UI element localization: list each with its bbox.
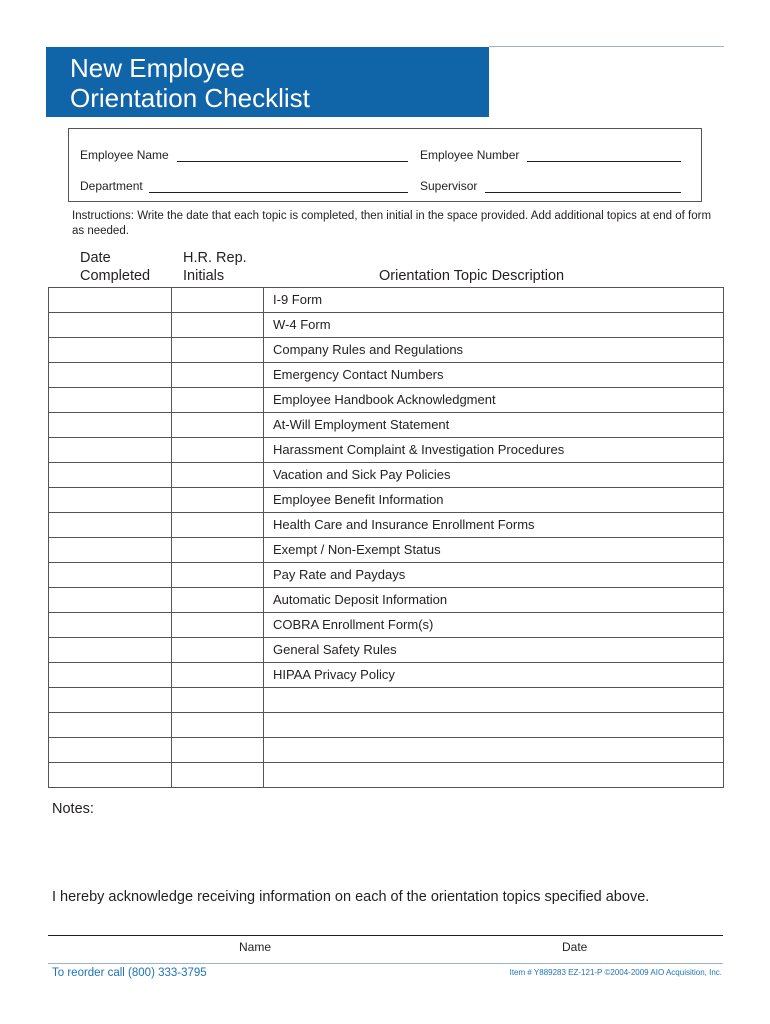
topic-description-cell: Company Rules and Regulations: [264, 338, 724, 363]
topic-description-cell[interactable]: [264, 738, 724, 763]
table-row: [49, 663, 724, 688]
date-completed-cell[interactable]: [49, 463, 172, 488]
topic-description-cell: Automatic Deposit Information: [264, 588, 724, 613]
hr-initials-cell[interactable]: [172, 488, 264, 513]
topic-description-cell: Exempt / Non-Exempt Status: [264, 538, 724, 563]
employee-info-box: [68, 128, 702, 202]
hr-initials-cell[interactable]: [172, 538, 264, 563]
table-row: [49, 538, 724, 563]
topic-header: Orientation Topic Description: [379, 268, 565, 284]
date-completed-cell[interactable]: [49, 288, 172, 313]
topic-description-cell: Employee Handbook Acknowledgment: [264, 388, 724, 413]
table-row: [49, 413, 724, 438]
topic-description-cell: At-Will Employment Statement: [264, 413, 724, 438]
hr-initials-cell[interactable]: [172, 438, 264, 463]
topic-description-cell: HIPAA Privacy Policy: [264, 663, 724, 688]
topic-description-cell: W-4 Form: [264, 313, 724, 338]
date-completed-cell[interactable]: [49, 588, 172, 613]
page-title-line1: New Employee: [70, 53, 245, 83]
table-row: [49, 763, 724, 788]
date-completed-cell[interactable]: [49, 438, 172, 463]
instructions-text: Instructions: Write the date that each topic is completed, then initial in the space provided. Add additional topics at end of form as needed.: [72, 210, 712, 237]
topic-description-cell: I-9 Form: [264, 288, 724, 313]
date-completed-cell[interactable]: [49, 488, 172, 513]
header-rule: [489, 46, 724, 47]
employee-number-field[interactable]: [527, 161, 681, 162]
hr-initials-cell[interactable]: [172, 613, 264, 638]
hr-initials-cell[interactable]: [172, 313, 264, 338]
hr-initials-cell[interactable]: [172, 463, 264, 488]
name-label: Name: [239, 940, 272, 954]
hr-header-line2: Initials: [183, 268, 225, 284]
hr-initials-cell[interactable]: [172, 763, 264, 788]
date-completed-cell[interactable]: [49, 563, 172, 588]
table-row: [49, 513, 724, 538]
table-row: [49, 363, 724, 388]
table-row: [49, 638, 724, 663]
employee-name-label: Employee Name: [80, 148, 169, 162]
topic-description-cell: COBRA Enrollment Form(s): [264, 613, 724, 638]
hr-initials-cell[interactable]: [172, 288, 264, 313]
signature-line[interactable]: [48, 935, 723, 936]
topic-description-cell: Emergency Contact Numbers: [264, 363, 724, 388]
department-label: Department: [80, 179, 143, 193]
table-row: [49, 463, 724, 488]
topic-description-cell: Employee Benefit Information: [264, 488, 724, 513]
table-row: [49, 688, 724, 713]
table-row: [49, 613, 724, 638]
table-row: [49, 588, 724, 613]
orientation-checklist-table: [48, 287, 724, 788]
supervisor-label: Supervisor: [420, 179, 478, 193]
table-row: [49, 338, 724, 363]
date-completed-cell[interactable]: [49, 513, 172, 538]
table-row: [49, 388, 724, 413]
date-completed-cell[interactable]: [49, 663, 172, 688]
supervisor-field[interactable]: [485, 192, 681, 193]
table-row: [49, 438, 724, 463]
hr-initials-cell[interactable]: [172, 638, 264, 663]
table-row: [49, 738, 724, 763]
date-completed-cell[interactable]: [49, 738, 172, 763]
topic-description-cell: Vacation and Sick Pay Policies: [264, 463, 724, 488]
date-header-line1: Date: [80, 250, 111, 266]
topic-description-cell[interactable]: [264, 713, 724, 738]
hr-initials-cell[interactable]: [172, 663, 264, 688]
date-completed-cell[interactable]: [49, 338, 172, 363]
table-row: [49, 563, 724, 588]
hr-initials-cell[interactable]: [172, 738, 264, 763]
date-completed-cell[interactable]: [49, 763, 172, 788]
hr-initials-cell[interactable]: [172, 713, 264, 738]
page-title-line2: Orientation Checklist: [70, 83, 310, 113]
hr-initials-cell[interactable]: [172, 363, 264, 388]
date-completed-cell[interactable]: [49, 613, 172, 638]
date-completed-cell[interactable]: [49, 388, 172, 413]
date-header-line2: Completed: [80, 268, 151, 284]
title-banner: [46, 47, 489, 117]
date-completed-cell[interactable]: [49, 638, 172, 663]
hr-initials-cell[interactable]: [172, 688, 264, 713]
hr-initials-cell[interactable]: [172, 413, 264, 438]
topic-description-cell[interactable]: [264, 688, 724, 713]
date-completed-cell[interactable]: [49, 713, 172, 738]
acknowledgment-text: I hereby acknowledge receiving information on each of the orientation topics specified above.: [52, 889, 650, 905]
notes-label: Notes:: [52, 801, 94, 817]
hr-initials-cell[interactable]: [172, 513, 264, 538]
hr-initials-cell[interactable]: [172, 588, 264, 613]
table-row: [49, 488, 724, 513]
footer-rule: [48, 963, 723, 964]
topic-description-cell: Pay Rate and Paydays: [264, 563, 724, 588]
table-row: [49, 713, 724, 738]
topic-description-cell: Harassment Complaint & Investigation Procedures: [264, 438, 724, 463]
reorder-text: To reorder call (800) 333-3795: [52, 967, 207, 979]
topic-description-cell: General Safety Rules: [264, 638, 724, 663]
topic-description-cell[interactable]: [264, 763, 724, 788]
date-completed-cell[interactable]: [49, 313, 172, 338]
item-number-text: Item # Y889283 EZ-121-P ©2004-2009 AIO Acquisition, Inc.: [509, 968, 722, 977]
hr-header-line1: H.R. Rep.: [183, 250, 247, 266]
date-completed-cell[interactable]: [49, 538, 172, 563]
employee-number-label: Employee Number: [420, 148, 520, 162]
date-completed-cell[interactable]: [49, 413, 172, 438]
department-field[interactable]: [149, 192, 408, 193]
table-row: [49, 288, 724, 313]
hr-initials-cell[interactable]: [172, 388, 264, 413]
employee-name-field[interactable]: [177, 161, 408, 162]
date-completed-cell[interactable]: [49, 363, 172, 388]
table-row: [49, 313, 724, 338]
topic-description-cell: Health Care and Insurance Enrollment Forms: [264, 513, 724, 538]
hr-initials-cell[interactable]: [172, 338, 264, 363]
hr-initials-cell[interactable]: [172, 563, 264, 588]
date-completed-cell[interactable]: [49, 688, 172, 713]
date-label: Date: [562, 940, 588, 954]
